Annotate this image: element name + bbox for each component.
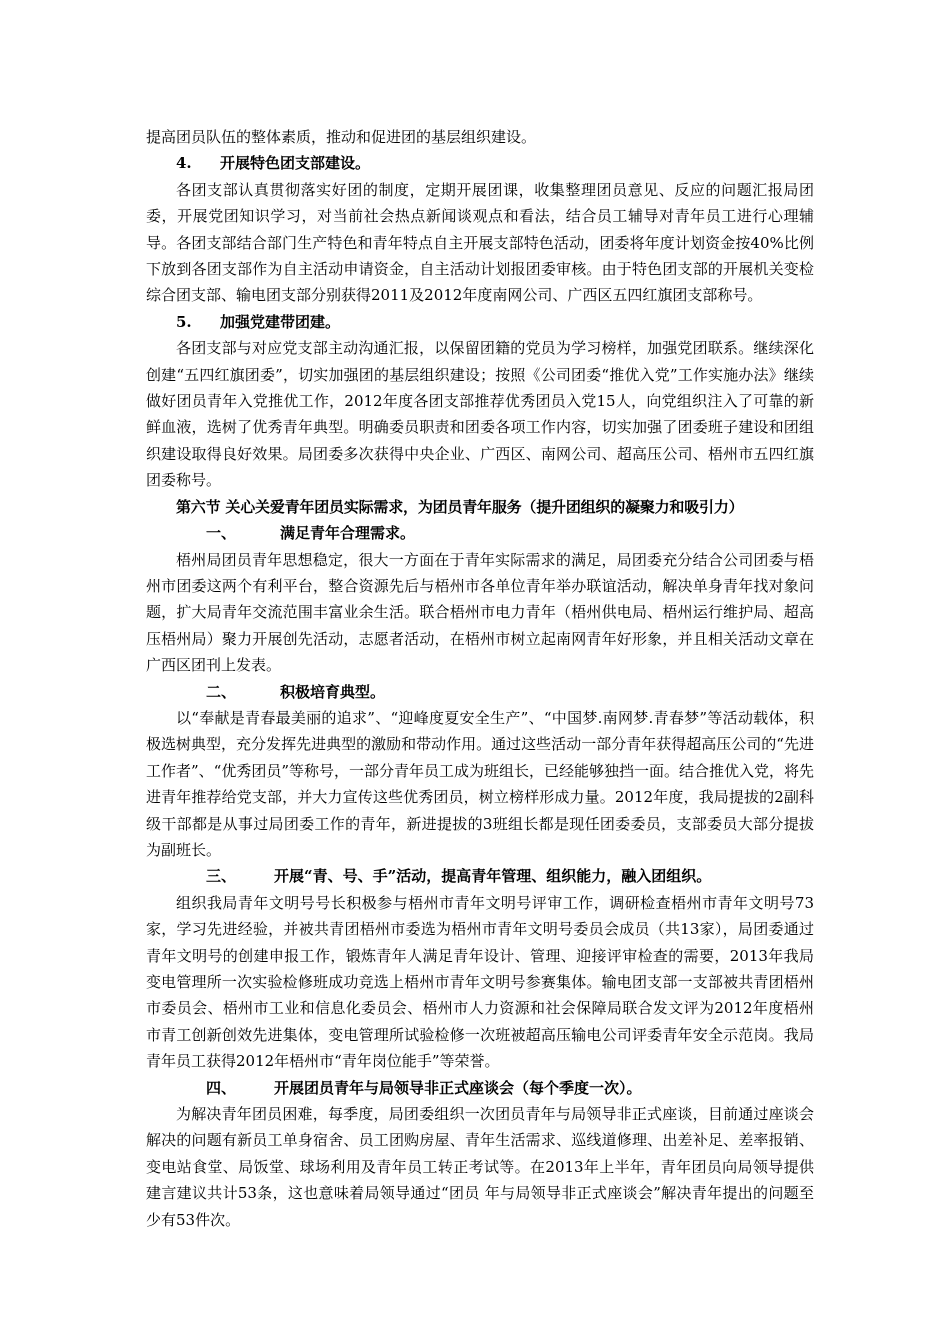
subheading-number: 四、 <box>206 1078 237 1097</box>
subheading-number: 一、 <box>206 524 237 543</box>
heading-title: 加强党建带团建。 <box>220 312 341 331</box>
paragraph: 组织我局青年文明号号长积极参与梧州市青年文明号评审工作，调研检查梧州市青年文明号73家，学习先进经验，并被共青团梧州市委选为梧州市青年文明号委员会成员（共13家），局团委通过青年文明号的创建申报工作，锻炼青年人满足青年设计、管理、迎接评审检查的需要，2013年我局变电管理所一次实验检修班成功竞选上梧州市青年文明号参赛集体。输电团支部一支部被共青团梧州市委员会、梧州市工业和信息化委员会、梧州市人力资源和社会保障局联合发文评为2012年度梧州市青工创新创效先进集体，变电管理所试验检修一次班被超高压输电公司评委青年安全示范岗。我局青年员工获得2012年梧州市“青年岗位能手”等荣誉。 <box>146 893 814 1071</box>
subheading-1 <box>146 520 814 546</box>
section-heading: 第六节 关心关爱青年团员实际需求，为团员青年服务（提升团组织的凝聚力和吸引力） <box>176 497 744 516</box>
subheading-title: 开展“青、号、手”活动，提高青年管理、组织能力，融入团组织。 <box>274 867 712 886</box>
subheading-4 <box>146 1075 814 1101</box>
heading-item-4 <box>146 150 814 176</box>
heading-number: 5. <box>176 312 192 331</box>
subheading-number: 三、 <box>206 867 237 886</box>
document-body <box>146 124 814 1233</box>
subheading-title: 开展团员青年与局领导非正式座谈会（每个季度一次）。 <box>274 1078 642 1097</box>
heading-title: 开展特色团支部建设。 <box>220 154 371 173</box>
heading-number: 4. <box>176 154 192 173</box>
subheading-title: 积极培育典型。 <box>280 682 386 701</box>
paragraph: 各团支部与对应党支部主动沟通汇报，以保留团籍的党员为学习榜样，加强党团联系。继续深化创建“五四红旗团委”，切实加强团的基层组织建设；按照《公司团委“推优入党”工作实施办法》继续做好团员青年入党推优工作，2012年度各团支部推荐优秀团员入党15人，向党组织注入了可靠的新鲜血液，选树了优秀青年典型。明确委员职责和团委各项工作内容，切实加强了团委班子建设和团组织建设取得良好效果。局团委多次获得中央企业、广西区、南网公司、超高压公司、梧州市五四红旗团委称号。 <box>146 339 814 490</box>
paragraph: 提高团员队伍的整体素质，推动和促进团的基层组织建设。 <box>146 128 537 146</box>
paragraph: 为解决青年团员困难，每季度，局团委组织一次团员青年与局领导非正式座谈，目前通过座谈会解决的问题有新员工单身宿舍、员工团购房屋、青年生活需求、巡线道修理、出差补足、差率报销、变电站食堂、局饭堂、球场利用及青年员工转正考试等。在2013年上半年，青年团员向局领导提供建言建议共计53条，这也意味着局领导通过“团员 年与局领导非正式座谈会”解决青年提出的问题至少有53件次。 <box>146 1105 814 1229</box>
paragraph: 以“奉献是青春最美丽的追求”、“迎峰度夏安全生产”、“中国梦.南网梦.青春梦”等活动载体，积极选树典型，充分发挥先进典型的激励和带动作用。通过这些活动一部分青年获得超高压公司的“先进工作者”、“优秀团员”等称号，一部分青年员工成为班组长，已经能够独挡一面。结合推优入党，将先进青年推荐给党支部，并大力宣传这些优秀团员，树立榜样形成力量。2012年度，我局提拔的2副科级干部都是从事过局团委工作的青年，新进提拔的3班组长都是现任团委委员，支部委员大部分提拔为副班长。 <box>146 708 815 859</box>
heading-item-5 <box>146 309 814 335</box>
paragraph: 梧州局团员青年思想稳定，很大一方面在于青年实际需求的满足，局团委充分结合公司团委与梧州市团委这两个有利平台，整合资源先后与梧州市各单位青年举办联谊活动，解决单身青年找对象问题，扩大局青年交流范围丰富业余生活。联合梧州市电力青年（梧州供电局、梧州运行维护局、超高压梧州局）聚力开展创先活动，志愿者活动，在梧州市树立起南网青年好形象，并且相关活动文章在广西区团刊上发表。 <box>146 550 814 675</box>
paragraph: 各团支部认真贯彻落实好团的制度，定期开展团课，收集整理团员意见、反应的问题汇报局团委，开展党团知识学习，对当前社会热点新闻谈观点和看法，结合员工辅导对青年员工进行心理辅导。各团支部结合部门生产特色和青年特点自主开展支部特色活动，团委将年度计划资金按40%比例下放到各团支部作为自主活动申请资金，自主活动计划报团委审核。由于特色团支部的开展机关变检综合团支部、输电团支部分别获得2011及2012年度南网公司、广西区五四红旗团支部称号。 <box>146 180 814 305</box>
subheading-3 <box>146 863 814 889</box>
subheading-number: 二、 <box>206 682 237 701</box>
subheading-title: 满足青年合理需求。 <box>280 524 416 543</box>
subheading-2 <box>146 679 814 705</box>
